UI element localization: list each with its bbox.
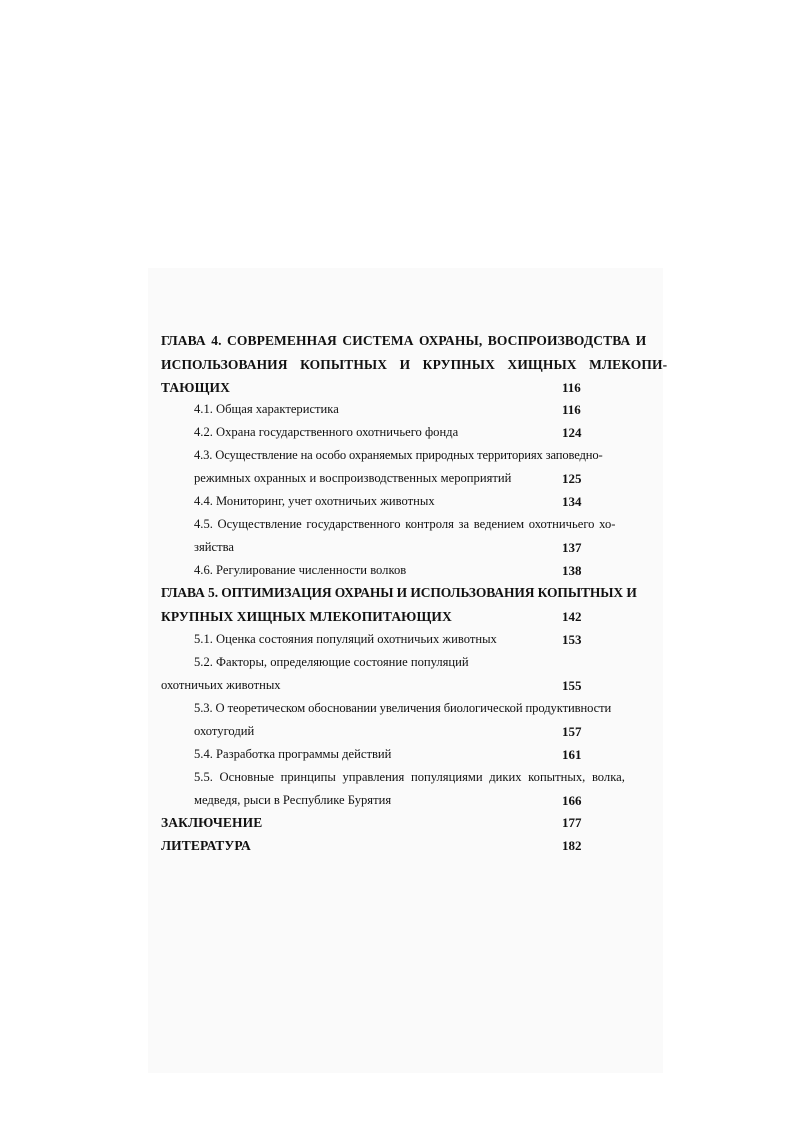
section-5-3-page: 157 bbox=[562, 724, 582, 739]
chapter4-title-line3: ТАЮЩИХ bbox=[161, 380, 230, 395]
section-5-3-line2: охотугодий bbox=[194, 724, 255, 738]
section-4-5-line2: зяйства bbox=[194, 540, 234, 554]
section-4-1: 4.1. Общая характеристика bbox=[194, 402, 339, 416]
section-4-6-page: 138 bbox=[562, 563, 582, 578]
section-5-1-page: 153 bbox=[562, 632, 582, 647]
section-5-2-line2: охотничьих животных bbox=[161, 678, 281, 692]
chapter4-title-line1 bbox=[161, 333, 647, 348]
conclusion-title: ЗАКЛЮЧЕНИЕ bbox=[161, 815, 263, 830]
literature-title: ЛИТЕРАТУРА bbox=[161, 838, 251, 853]
section-5-1: 5.1. Оценка состояния популяций охотничьих животных bbox=[194, 632, 497, 646]
section-5-4-page: 161 bbox=[562, 747, 582, 762]
literature-page: 182 bbox=[562, 838, 582, 853]
chapter5-page: 142 bbox=[562, 609, 582, 624]
section-4-4-page: 134 bbox=[562, 494, 582, 509]
section-4-1-page: 116 bbox=[562, 402, 581, 417]
section-4-2: 4.2. Охрана государственного охотничьего фонда bbox=[194, 425, 459, 439]
section-5-2-page: 155 bbox=[562, 678, 582, 693]
section-5-4: 5.4. Разработка программы действий bbox=[194, 747, 392, 761]
section-4-3-page: 125 bbox=[562, 471, 582, 486]
section-5-5-line2: медведя, рыси в Республике Бурятия bbox=[194, 793, 392, 807]
section-4-3-line1: 4.3. Осуществление на особо охраняемых природных территориях заповедно- bbox=[194, 448, 603, 462]
chapter5-title-line1: ГЛАВА 5. ОПТИМИЗАЦИЯ ОХРАНЫ И ИСПОЛЬЗОВАНИЯ КОПЫТНЫХ И bbox=[161, 585, 637, 600]
section-5-3-line1: 5.3. О теоретическом обосновании увеличения биологической продуктивности bbox=[194, 701, 612, 715]
section-4-6: 4.6. Регулирование численности волков bbox=[194, 563, 407, 577]
chapter5-title-line2: КРУПНЫХ ХИЩНЫХ МЛЕКОПИТАЮЩИХ bbox=[161, 609, 452, 624]
section-4-5-page: 137 bbox=[562, 540, 582, 555]
section-4-2-page: 124 bbox=[562, 425, 582, 440]
chapter4-title-line1-text: ГЛАВА 4. СОВРЕМЕННАЯ СИСТЕМА ОХРАНЫ, ВОСПРОИЗВОДСТВА И bbox=[161, 333, 647, 348]
chapter4-page: 116 bbox=[562, 380, 581, 395]
conclusion-page: 177 bbox=[562, 815, 582, 830]
section-4-4: 4.4. Мониторинг, учет охотничьих животных bbox=[194, 494, 435, 508]
section-5-5-page: 166 bbox=[562, 793, 582, 808]
section-4-5-line1: 4.5. Осуществление государственного контроля за ведением охотничьего хо- bbox=[194, 517, 616, 531]
chapter4-title-line2: ИСПОЛЬЗОВАНИЯ КОПЫТНЫХ И КРУПНЫХ ХИЩНЫХ МЛЕКОПИ- bbox=[161, 357, 668, 372]
section-5-5-line1: 5.5. Основные принципы управления популяциями диких копытных, волка, bbox=[194, 770, 625, 784]
section-5-2-line1: 5.2. Факторы, определяющие состояние популяций bbox=[194, 655, 469, 669]
section-4-3-line2: режимных охранных и воспроизводственных мероприятий bbox=[194, 471, 512, 485]
